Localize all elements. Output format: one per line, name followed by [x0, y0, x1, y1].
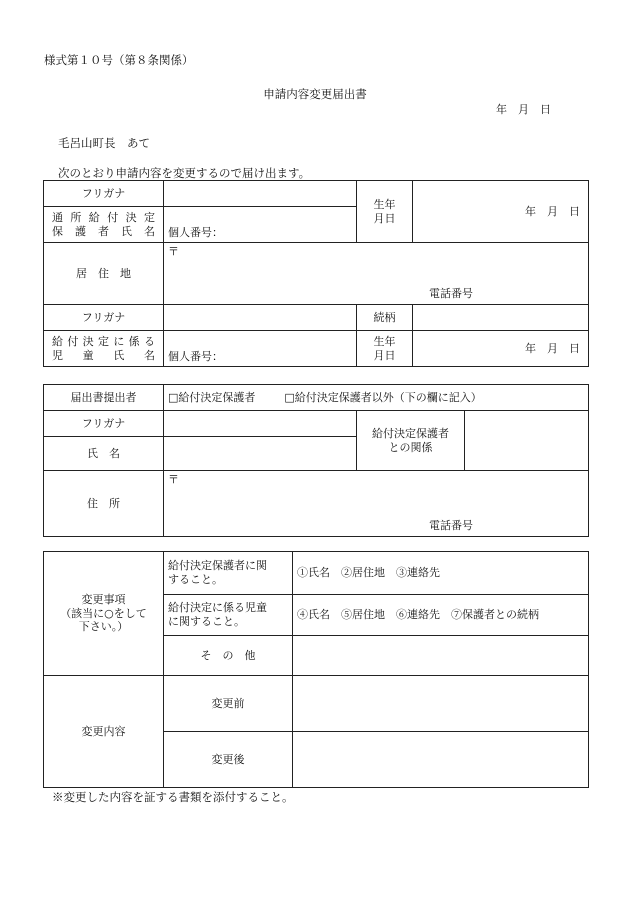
- child-furigana-field[interactable]: [164, 305, 357, 331]
- submitter-phone-label: 電話番号: [429, 519, 473, 533]
- guardian-personal-number-label: 個人番号：: [168, 226, 223, 240]
- before-field[interactable]: [293, 676, 589, 732]
- child-personal-number-label: 個人番号：: [168, 350, 223, 364]
- guardian-birth-date[interactable]: 年 月 日: [413, 181, 589, 243]
- submitter-furigana-field[interactable]: [164, 411, 357, 437]
- guardian-birth-label: 生年 月日: [357, 181, 413, 243]
- change-content-label: 変更内容: [44, 676, 164, 788]
- change-items-label: 変更事項 （該当に○をして 下さい。）: [44, 552, 164, 676]
- option-other-checkbox[interactable]: □給付決定保護者以外（下の欄に記入）: [284, 390, 482, 404]
- submitter-name-label: 氏 名: [44, 437, 164, 471]
- child-name-field[interactable]: [164, 331, 357, 367]
- relation-label: 続柄: [357, 305, 413, 331]
- child-name-label: 給付決定に係る 児童氏名: [44, 331, 164, 367]
- guardian-item-label: 給付決定保護者に関 すること。: [164, 552, 293, 595]
- guardian-furigana-label: フリガナ: [44, 181, 164, 207]
- after-label: 変更後: [164, 732, 293, 788]
- child-item-label: 給付決定に係る児童 に関すること。: [164, 595, 293, 636]
- postal-mark: 〒: [168, 245, 179, 258]
- guardian-item-options[interactable]: ①氏名 ②居住地 ③連絡先: [293, 552, 589, 595]
- submitter-furigana-label: フリガナ: [44, 411, 164, 437]
- submitter-relation-label: 給付決定保護者 との関係: [357, 411, 465, 471]
- footnote: ※変更した内容を証する書類を添付すること。: [52, 790, 294, 804]
- option-guardian-checkbox[interactable]: □給付決定保護者: [168, 390, 256, 404]
- form-number: 様式第１０号（第８条関係）: [44, 53, 194, 67]
- guardian-name-label: 通所給付決定 保護者氏名: [44, 207, 164, 243]
- after-field[interactable]: [293, 732, 589, 788]
- submitter-address-label: 住 所: [44, 471, 164, 537]
- residence-label: 居 住 地: [44, 243, 164, 305]
- guardian-name-field[interactable]: [164, 207, 357, 243]
- child-furigana-label: フリガナ: [44, 305, 164, 331]
- guardian-furigana-field[interactable]: [164, 181, 357, 207]
- child-item-options[interactable]: ④氏名 ⑤居住地 ⑥連絡先 ⑦保護者との続柄: [293, 595, 589, 636]
- submitter-relation-field[interactable]: [465, 411, 589, 471]
- submitter-address-field[interactable]: [164, 471, 589, 537]
- guardian-child-table: [43, 180, 589, 367]
- child-birth-label: 生年 月日: [357, 331, 413, 367]
- document-title: 申請内容変更届出書: [263, 87, 367, 101]
- addressee: 毛呂山町長 あて: [58, 136, 150, 150]
- other-field[interactable]: [293, 636, 589, 676]
- submitter-label: 届出書提出者: [44, 385, 164, 411]
- submitter-name-field[interactable]: [164, 437, 357, 471]
- other-label: そ の 他: [164, 636, 293, 676]
- submitter-postal-mark: 〒: [168, 473, 179, 486]
- submission-date[interactable]: 年 月 日: [496, 103, 551, 116]
- intro-text: 次のとおり申請内容を変更するので届け出ます。: [58, 166, 311, 180]
- submitter-table: [43, 384, 589, 537]
- before-label: 変更前: [164, 676, 293, 732]
- relation-field[interactable]: [413, 305, 589, 331]
- residence-phone-label: 電話番号: [429, 287, 473, 301]
- change-table: [43, 551, 589, 788]
- residence-field[interactable]: [164, 243, 589, 305]
- child-birth-date[interactable]: 年 月 日: [413, 331, 589, 367]
- submitter-options: [164, 385, 589, 411]
